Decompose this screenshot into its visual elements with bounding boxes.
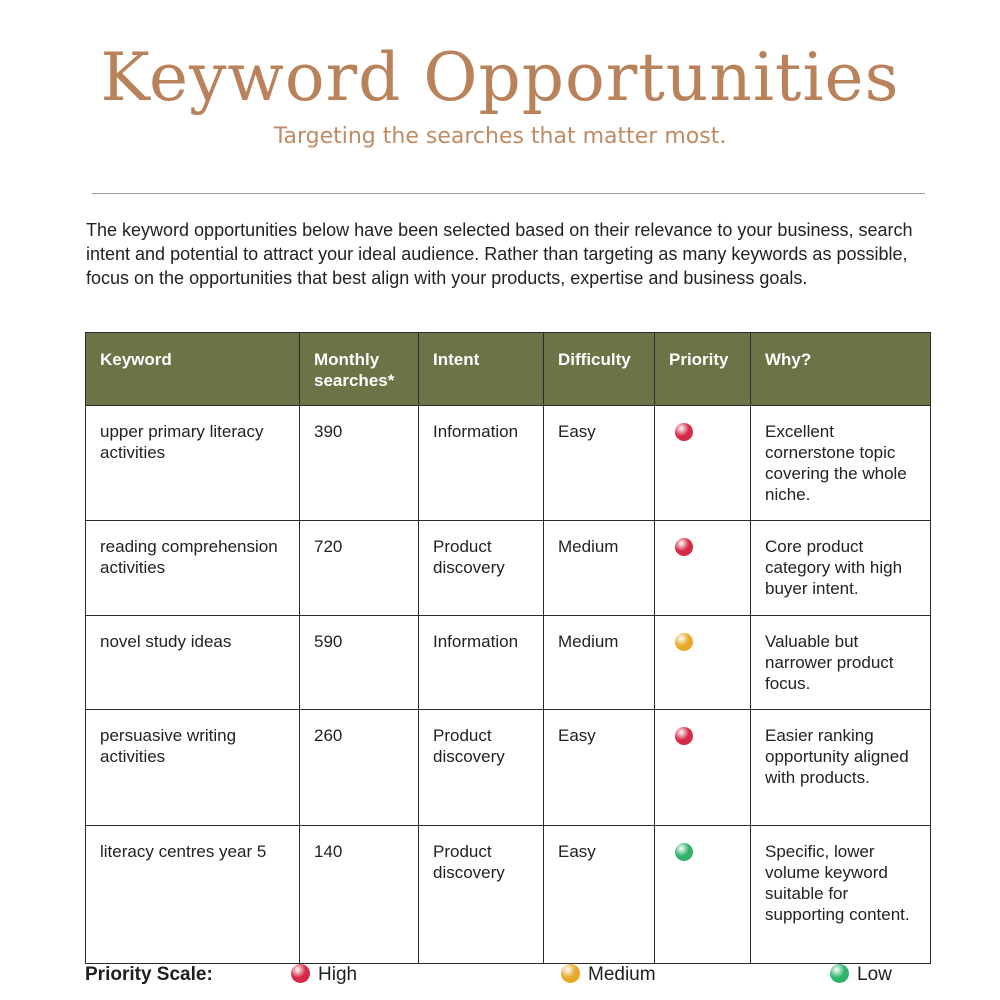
cell-why: Core product category with high buyer intent. [751,521,931,616]
priority-scale-medium-label: Medium [588,964,656,985]
cell-why: Valuable but narrower product focus. [751,616,931,710]
cell-searches: 140 [300,826,419,964]
priority-high-dot-icon [675,727,693,745]
cell-keyword: upper primary literacy activities [86,406,300,521]
priority-high-dot-icon [675,538,693,556]
page-subtitle: Targeting the searches that matter most. [273,124,727,149]
cell-why: Excellent cornerstone topic covering the whole niche. [751,406,931,521]
page-title: Keyword Opportunities [100,39,900,116]
cell-why: Easier ranking opportunity aligned with products. [751,710,931,826]
priority-scale-label: Priority Scale: [85,964,213,985]
header-monthly-searches: Monthly searches* [300,333,419,406]
cell-priority [655,710,751,826]
priority-medium-dot-icon [675,633,693,651]
cell-priority [655,616,751,710]
table-row [86,616,931,710]
cell-priority [655,521,751,616]
table-row [86,521,931,616]
header-keyword: Keyword [86,333,300,406]
cell-searches: 720 [300,521,419,616]
cell-intent: Information [419,616,544,710]
table-row [86,826,931,964]
cell-searches: 590 [300,616,419,710]
priority-high-dot-icon [675,423,693,441]
priority-scale-low [830,964,892,986]
cell-intent: Product discovery [419,826,544,964]
priority-scale [85,964,930,990]
header-difficulty: Difficulty [544,333,655,406]
table-row [86,406,931,521]
cell-difficulty: Medium [544,521,655,616]
header-priority: Priority [655,333,751,406]
keyword-table [85,332,931,964]
cell-priority [655,406,751,521]
cell-why: Specific, lower volume keyword suitable for supporting content. [751,826,931,964]
cell-keyword: reading comprehension activities [86,521,300,616]
table-row [86,710,931,826]
cell-keyword: persuasive writing activities [86,710,300,826]
cell-intent: Product discovery [419,521,544,616]
cell-searches: 390 [300,406,419,521]
priority-scale-high-label: High [318,964,358,985]
priority-scale-high [291,964,357,986]
intro-paragraph: The keyword opportunities below have been selected based on their relevance to your business, search intent and potential to attract your ideal audience. Rather than targeting as many keywords as possible, focus on the opportunities that best align with your products, expertise and business goals. [86,220,913,288]
table-header-row [86,333,931,406]
priority-scale-medium [561,964,656,986]
cell-difficulty: Easy [544,406,655,521]
priority-scale-low-label: Low [857,964,892,985]
cell-priority [655,826,751,964]
medium-dot-icon [561,964,580,983]
high-dot-icon [291,964,310,983]
cell-difficulty: Easy [544,826,655,964]
cell-intent: Product discovery [419,710,544,826]
divider [92,193,925,194]
priority-low-dot-icon [675,843,693,861]
cell-intent: Information [419,406,544,521]
cell-difficulty: Easy [544,710,655,826]
header-why: Why? [751,333,931,406]
low-dot-icon [830,964,849,983]
cell-keyword: novel study ideas [86,616,300,710]
cell-searches: 260 [300,710,419,826]
header-intent: Intent [419,333,544,406]
cell-keyword: literacy centres year 5 [86,826,300,964]
cell-difficulty: Medium [544,616,655,710]
